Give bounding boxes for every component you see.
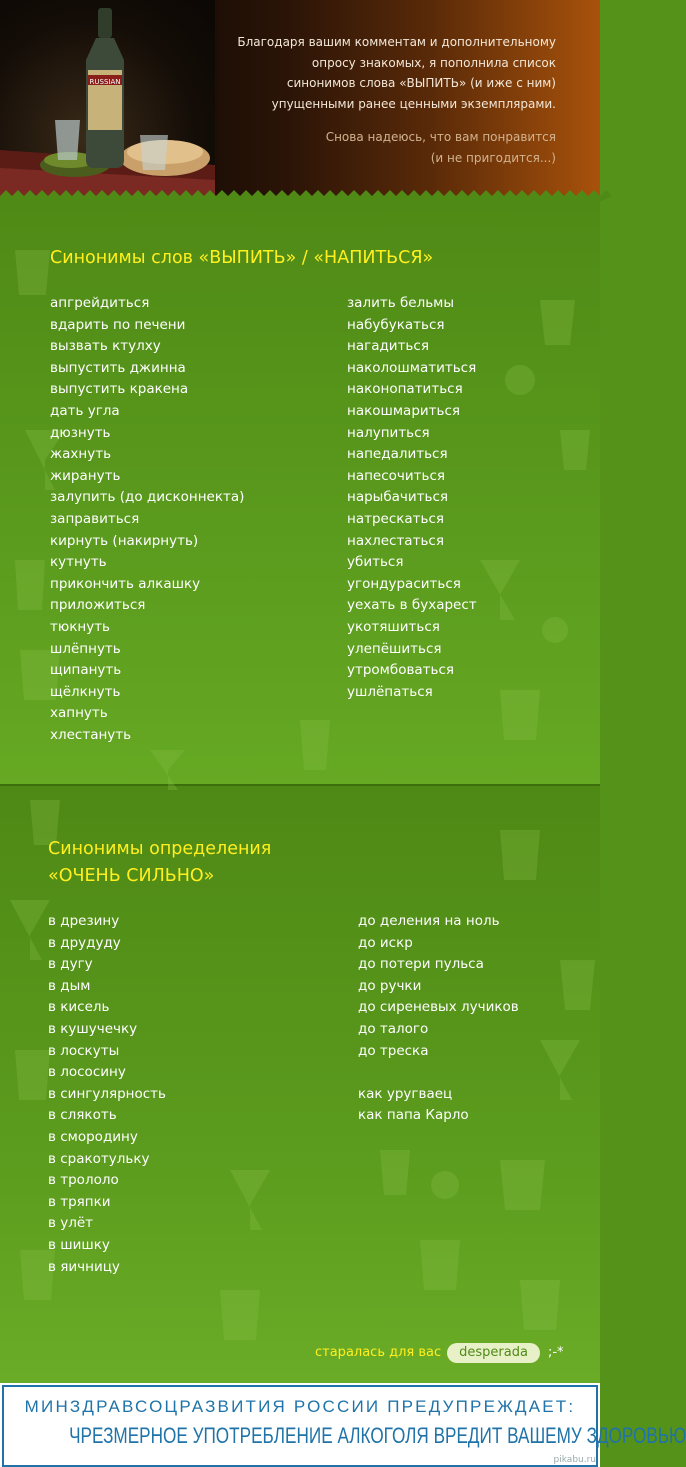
intensity-item: в сракотульку: [48, 1150, 150, 1167]
intensity-item: до деления на ноль: [358, 913, 500, 929]
synonym-item: вызвать ктулху: [50, 338, 161, 355]
synonym-item: укотяшиться: [347, 618, 440, 635]
intensity-item: до потери пульса: [358, 956, 484, 973]
header-banner: [0, 0, 600, 198]
intensity-item: до треска: [358, 1042, 429, 1059]
synonym-item: утромбоваться: [347, 662, 455, 679]
intro-line: упущенными ранее ценными экземплярами.: [271, 96, 556, 111]
synonym-item: жахнуть: [50, 446, 112, 463]
intensity-item: до искр: [358, 934, 413, 951]
intensity-item: в кушучечку: [48, 1020, 138, 1037]
section1-right-list: [347, 293, 477, 703]
section2-left-list: [48, 911, 166, 1278]
intro-line: опросу знакомых, я пополнила список: [311, 55, 556, 70]
intro-line: синонимов слова «ВЫПИТЬ» (и иже с ним): [286, 76, 556, 90]
section2-title-line1: Синонимы определения: [48, 839, 272, 859]
synonym-item: напесочиться: [347, 467, 446, 484]
synonym-item: заправиться: [50, 510, 140, 527]
intensity-item: в улёт: [48, 1215, 94, 1232]
signoff: [315, 1342, 564, 1364]
intensity-item: в яичницу: [48, 1258, 120, 1275]
synonym-item: приложиться: [50, 597, 146, 614]
synonym-item: залупить (до дисконнекта): [50, 489, 245, 506]
header-intro: [226, 32, 556, 168]
watermark: pikabu.ru: [553, 1455, 596, 1465]
synonym-item: кирнуть (накирнуть): [50, 532, 199, 549]
synonym-item: убиться: [347, 554, 404, 571]
hope-line: Снова надеюсь, что вам понравится: [325, 130, 556, 144]
synonym-item: выпустить джинна: [50, 359, 186, 376]
synonym-item: налупиться: [347, 424, 430, 441]
synonym-item: угондураситься: [347, 575, 461, 592]
intensity-item: до талого: [358, 1020, 429, 1037]
synonym-item: наконопатиться: [347, 381, 463, 398]
synonym-item: накошмариться: [347, 402, 461, 419]
synonym-item: вдарить по печени: [50, 316, 186, 333]
intensity-item: как уругваец: [358, 1085, 453, 1102]
intensity-item: до ручки: [358, 977, 422, 994]
section2-title-line2: «ОЧЕНЬ СИЛЬНО»: [48, 866, 215, 886]
synonym-item: жирануть: [50, 467, 121, 484]
health-warning: [0, 1383, 686, 1467]
synonym-item: улепёшиться: [347, 640, 442, 657]
vodka-still-life-image: [0, 0, 215, 198]
intensity-item: в слякоть: [48, 1107, 117, 1124]
signoff-text: старалась для вас: [315, 1345, 442, 1360]
synonym-item: напедалиться: [347, 446, 448, 463]
synonym-item: хапнуть: [50, 705, 108, 722]
intensity-item: до сиреневых лучиков: [358, 999, 519, 1016]
hope-line: (и не пригодится...): [430, 150, 556, 165]
intensity-item: в дрезину: [48, 913, 120, 929]
intensity-item: в сингулярность: [48, 1085, 166, 1102]
synonym-item: тюкнуть: [50, 618, 111, 635]
synonym-item: залить бельмы: [347, 295, 455, 311]
section1-title: Синонимы слов «ВЫПИТЬ» / «НАПИТЬСЯ»: [50, 248, 434, 268]
intensity-item: как папа Карло: [358, 1107, 469, 1124]
health-warning-box: [2, 1385, 686, 1467]
synonym-item: щёлкнуть: [50, 683, 121, 700]
synonym-item: ушлёпаться: [347, 683, 433, 700]
synonym-item: наколошматиться: [347, 359, 477, 376]
intensity-item: в лососину: [48, 1064, 126, 1081]
author-badge[interactable]: desperada: [447, 1343, 540, 1363]
synonym-item: щипануть: [50, 662, 122, 679]
synonym-item: нарыбачиться: [347, 489, 449, 506]
intensity-item: в тряпки: [48, 1193, 111, 1210]
synonym-item: прикончить алкашку: [50, 575, 201, 592]
list-spacer: [358, 1062, 519, 1084]
synonym-item: натрескаться: [347, 510, 445, 527]
synonym-item: шлёпнуть: [50, 640, 121, 657]
synonym-item: нахлестаться: [347, 532, 444, 549]
zigzag-edge: [0, 190, 600, 202]
synonym-item: апгрейдиться: [50, 295, 150, 311]
section2-right-list: [358, 911, 519, 1127]
section1-left-list: [50, 293, 244, 746]
intensity-item: в дугу: [48, 956, 93, 973]
synonym-item: дюзнуть: [50, 424, 111, 441]
smiley-text: ;-*: [547, 1345, 564, 1360]
warning-line1: МИНЗДРАВСОЦРАЗВИТИЯ РОССИИ ПРЕДУПРЕЖДАЕТ:: [24, 1397, 576, 1416]
synonym-item: хлестануть: [50, 726, 132, 743]
intensity-item: в кисель: [48, 999, 110, 1016]
intro-line: Благодаря вашим комментам и дополнительному: [237, 35, 556, 49]
synonym-item: нагадиться: [347, 338, 429, 355]
synonym-item: кутнуть: [50, 554, 107, 571]
synonym-item: дать угла: [50, 402, 120, 419]
intensity-item: в шишку: [48, 1236, 110, 1253]
synonym-item: выпустить кракена: [50, 381, 189, 398]
intensity-item: в смородину: [48, 1128, 138, 1145]
intensity-item: в друдуду: [48, 934, 121, 951]
synonym-item: набубукаться: [347, 316, 445, 333]
synonym-item: уехать в бухарест: [347, 597, 477, 614]
intensity-item: в лоскуты: [48, 1042, 120, 1059]
bottle-label-text: RUSSIAN: [89, 78, 121, 86]
intensity-item: в трололо: [48, 1172, 119, 1189]
intensity-item: в дым: [48, 977, 91, 994]
warning-line2: ЧРЕЗМЕРНОЕ УПОТРЕБЛЕНИЕ АЛКОГОЛЯ ВРЕДИТ ВАШЕМУ ЗДОРОВЬЮ: [69, 1423, 686, 1448]
